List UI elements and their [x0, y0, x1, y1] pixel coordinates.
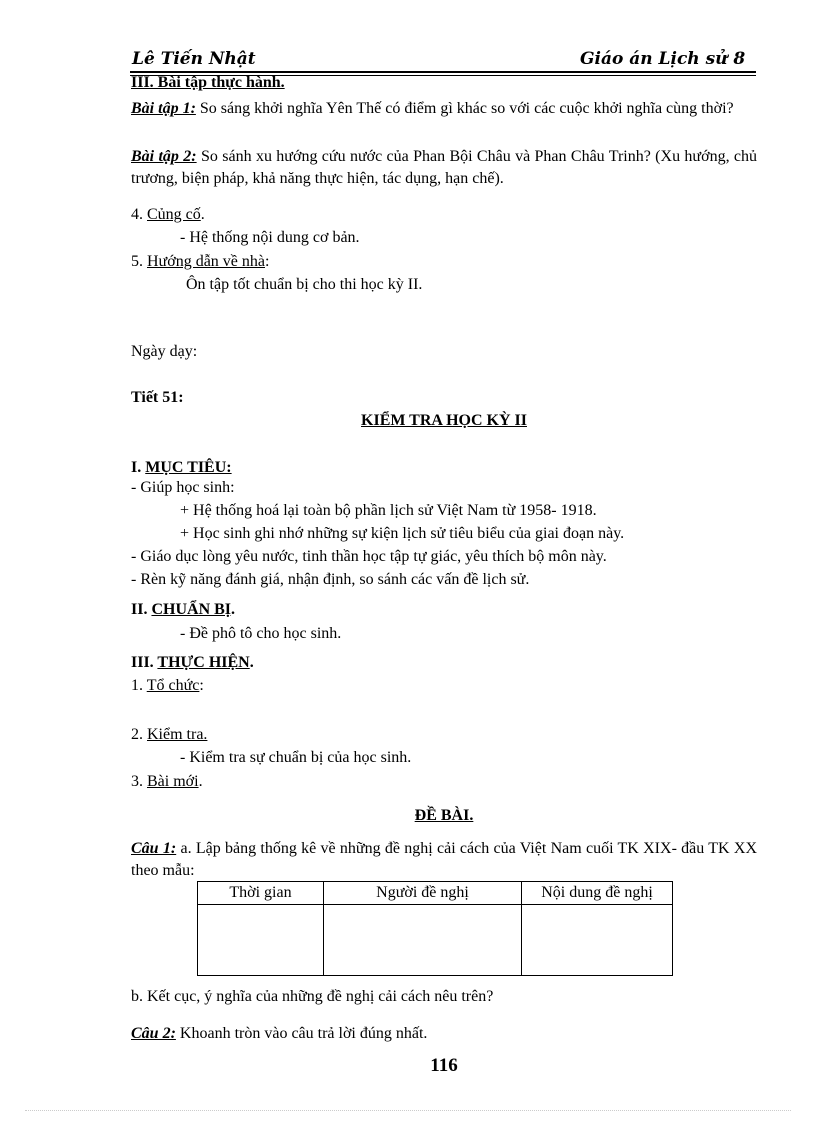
table-cell	[522, 905, 673, 976]
step-new-lesson-dot: .	[198, 773, 203, 790]
exercise-1-text: So sáng khởi nghĩa Yên Thế có điểm gì khác so với các cuộc khởi nghĩa cùng thời?	[199, 100, 734, 117]
prepare-num: II.	[131, 601, 148, 618]
question-2-text: Khoanh tròn vào câu trả lời đúng nhất.	[179, 1025, 428, 1042]
exercise-2	[131, 146, 757, 190]
question-1-text: a. Lập bảng thống kê về những đề nghị cải cách của Việt Nam cuối TK XIX- đầu TK XX theo mẫu:	[131, 840, 758, 879]
prepare-heading	[131, 600, 235, 620]
consolidate-label: Củng cố	[147, 206, 201, 223]
header-subject: Giáo án Lịch sử 8	[580, 49, 746, 69]
consolidate-dot: .	[200, 206, 205, 223]
step-new-lesson-num: 3.	[131, 773, 143, 790]
lesson-title: KIỂM TRA HỌC KỲ II	[361, 412, 527, 429]
homework-heading	[131, 252, 269, 272]
table-cell	[198, 905, 324, 976]
objective-line: + Học sinh ghi nhớ những sự kiện lịch sử tiêu biểu của giai đoạn này.	[180, 525, 625, 542]
execute-dot: .	[249, 654, 254, 671]
step-new-lesson-label: Bài mới	[147, 773, 199, 790]
step-check-num: 2.	[131, 726, 143, 743]
question-2-label: Câu 2:	[131, 1025, 176, 1042]
step-new-lesson	[131, 772, 203, 792]
objective-line: + Hệ thống hoá lại toàn bộ phần lịch sử Việt Nam từ 1958- 1918.	[180, 502, 597, 519]
table-cell	[324, 905, 522, 976]
date-label: Ngày dạy:	[131, 343, 198, 360]
exercise-2-text: So sánh xu hướng cứu nước của Phan Bội Châu và Phan Châu Trinh? (Xu hướng, chủ trương, biện pháp, khả năng thực hiện, tác dụng, hạn chế).	[131, 148, 758, 187]
question-1-label: Câu 1:	[131, 840, 177, 857]
execute-num: III.	[131, 654, 154, 671]
consolidate-num: 4.	[131, 206, 143, 223]
col-header-content: Nội dung đề nghị	[522, 882, 673, 905]
objectives-num: I.	[131, 459, 142, 476]
objective-line: - Rèn kỹ năng đánh giá, nhận định, so sánh các vấn đề lịch sử.	[131, 571, 530, 588]
step-organize-num: 1.	[131, 677, 143, 694]
objectives-label: MỤC TIÊU:	[145, 459, 232, 476]
table-row	[198, 905, 673, 976]
step-check	[131, 725, 207, 745]
homework-item: Ôn tập tốt chuẩn bị cho thi học kỳ II.	[186, 276, 423, 293]
execute-heading	[131, 653, 254, 673]
objectives-heading	[131, 458, 232, 478]
objective-line: - Giúp học sinh:	[131, 479, 235, 496]
consolidate-item: - Hệ thống nội dung cơ bản.	[180, 229, 360, 246]
exercise-1-label: Bài tập 1:	[131, 100, 196, 117]
step-organize-colon: :	[199, 677, 204, 694]
step-check-item: - Kiểm tra sự chuẩn bị của học sinh.	[180, 749, 412, 766]
step-check-label: Kiểm tra.	[147, 726, 208, 743]
homework-label: Hướng dẫn về nhà	[147, 253, 265, 270]
col-header-time: Thời gian	[198, 882, 324, 905]
prepare-item: - Đề phô tô cho học sinh.	[180, 625, 342, 642]
question-2	[131, 1024, 427, 1044]
prepare-label: CHUẨN BỊ	[151, 601, 232, 618]
question-1	[131, 838, 757, 882]
period-label: Tiết 51:	[131, 389, 184, 406]
exam-title: ĐỀ BÀI.	[414, 807, 474, 824]
header-author: Lê Tiến Nhật	[132, 49, 256, 69]
question-1-part-b: b. Kết cục, ý nghĩa của những đề nghị cải cách nêu trên?	[131, 988, 494, 1005]
practice-title: III. Bài tập thực hành.	[131, 74, 285, 91]
exercise-1	[131, 98, 757, 120]
table-header-row	[198, 882, 673, 905]
execute-label: THỰC HIỆN	[157, 654, 250, 671]
homework-num: 5.	[131, 253, 143, 270]
page-number: 116	[430, 1055, 458, 1076]
step-organize	[131, 676, 204, 696]
prepare-dot: .	[231, 601, 236, 618]
sample-table	[197, 881, 673, 976]
homework-colon: :	[265, 253, 270, 270]
exercise-2-label: Bài tập 2:	[131, 148, 197, 165]
objective-line: - Giáo dục lòng yêu nước, tinh thần học tập tự giác, yêu thích bộ môn này.	[131, 548, 607, 565]
footer-divider	[25, 1110, 791, 1111]
consolidate-heading	[131, 205, 205, 225]
step-organize-label: Tổ chức	[146, 677, 200, 694]
col-header-proposer: Người đề nghị	[324, 882, 522, 905]
